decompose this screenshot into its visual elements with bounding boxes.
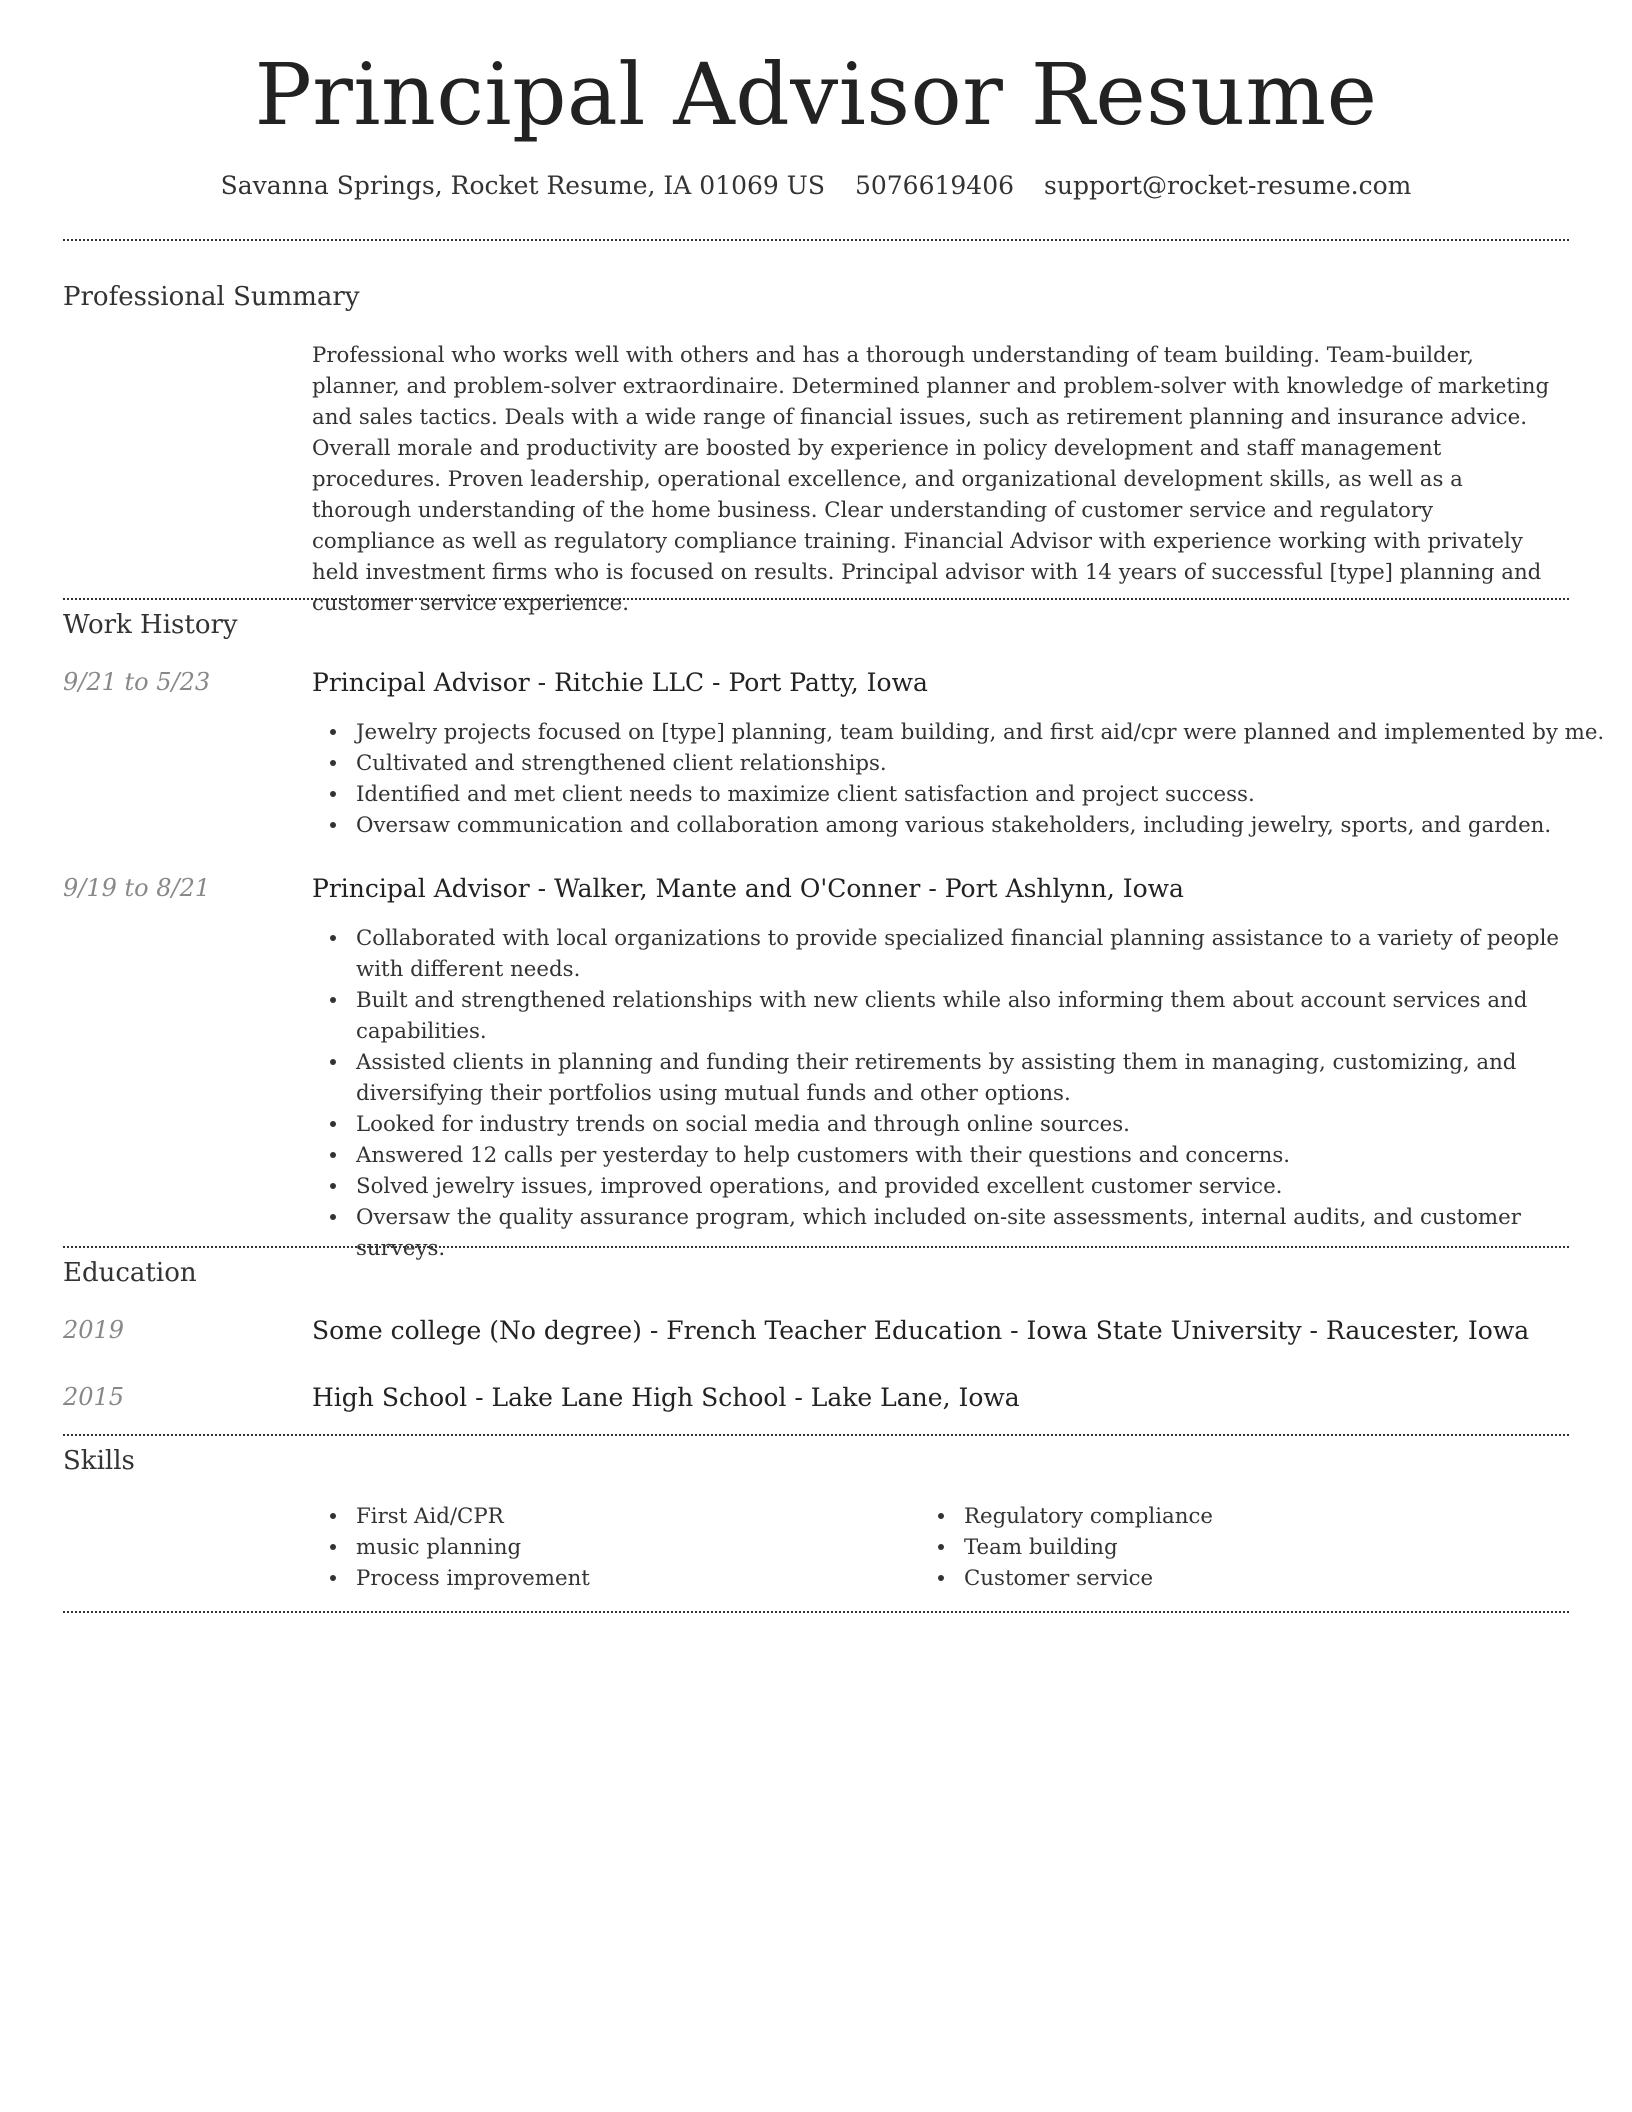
section-divider — [63, 1434, 1569, 1436]
job-bullet: Solved jewelry issues, improved operations, and provided excellent customer service. — [356, 1171, 1606, 1202]
contact-address: Savanna Springs, Rocket Resume, IA 01069 US — [220, 171, 825, 200]
job-bullet: Collaborated with local organizations to provide specialized financial planning assistance to a variety of people with different needs. — [356, 923, 1606, 985]
section-divider — [63, 239, 1569, 241]
contact-phone: 5076619406 — [854, 171, 1015, 200]
job-title: Principal Advisor - Walker, Mante and O'Conner - Port Ashlynn, Iowa — [312, 874, 1184, 903]
skill-item: Team building — [964, 1532, 1564, 1563]
job-bullet: Looked for industry trends on social media and through online sources. — [356, 1109, 1606, 1140]
job-bullet: Cultivated and strengthened client relationships. — [356, 748, 1606, 779]
education-year: 2015 — [63, 1383, 125, 1411]
skill-item: Customer service — [964, 1563, 1564, 1594]
job-title: Principal Advisor - Ritchie LLC - Port Patty, Iowa — [312, 668, 928, 697]
work-history-heading: Work History — [63, 610, 238, 640]
job-bullet: Built and strengthened relationships with new clients while also informing them about account services and capabilities. — [356, 985, 1606, 1047]
education-heading: Education — [63, 1258, 197, 1288]
job-bullet: Assisted clients in planning and funding their retirements by assisting them in managing, customizing, and diversifying their portfolios using mutual funds and other options. — [356, 1047, 1606, 1109]
skills-heading: Skills — [63, 1446, 135, 1476]
skill-item: Regulatory compliance — [964, 1501, 1564, 1532]
job-bullets — [312, 717, 1606, 841]
education-entry: Some college (No degree) - French Teacher Education - Iowa State University - Raucester, Iowa — [312, 1316, 1530, 1345]
job-dates: 9/19 to 8/21 — [63, 874, 211, 902]
skills-list-right — [920, 1501, 1564, 1594]
skill-item: music planning — [356, 1532, 956, 1563]
education-year: 2019 — [63, 1316, 125, 1344]
summary-text: Professional who works well with others and has a thorough understanding of team building. Team-builder, planner, and problem-solver extraordinaire. Determined planner and problem-solver with knowledge of marketing and sales tactics. Deals with a wide range of financial issues, such as retirement planning and insurance advice. Overall morale and productivity are boosted by experience in policy development and staff management procedures. Proven leadership, operational excellence, and organizational development skills, as well as a thorough understanding of the home business. Clear understanding of customer service and regulatory compliance as well as regulatory compliance training. Financial Advisor with experience working with privately held investment firms who is focused on results. Principal advisor with 14 years of successful [type] planning and customer service experience. — [312, 343, 1550, 616]
job-bullet: Oversaw the quality assurance program, which included on-site assessments, internal audits, and customer surveys. — [356, 1202, 1606, 1264]
job-dates: 9/21 to 5/23 — [63, 668, 211, 696]
skill-item: Process improvement — [356, 1563, 956, 1594]
contact-line — [0, 171, 1632, 200]
section-divider — [63, 1611, 1569, 1613]
contact-email: support@rocket-resume.com — [1044, 171, 1412, 200]
summary-heading: Professional Summary — [63, 282, 360, 312]
education-entry: High School - Lake Lane High School - Lake Lane, Iowa — [312, 1383, 1020, 1412]
skill-item: First Aid/CPR — [356, 1501, 956, 1532]
section-divider — [63, 1246, 1569, 1248]
job-bullets — [312, 923, 1606, 1264]
job-bullet: Oversaw communication and collaboration among various stakeholders, including jewelry, sports, and garden. — [356, 810, 1606, 841]
job-bullet: Answered 12 calls per yesterday to help customers with their questions and concerns. — [356, 1140, 1606, 1171]
job-bullet: Identified and met client needs to maximize client satisfaction and project success. — [356, 779, 1606, 810]
job-bullet: Jewelry projects focused on [type] planning, team building, and first aid/cpr were planned and implemented by me. — [356, 717, 1606, 748]
skills-list-left — [312, 1501, 956, 1594]
section-divider — [63, 598, 1569, 600]
resume-title: Principal Advisor Resume — [254, 46, 1378, 145]
